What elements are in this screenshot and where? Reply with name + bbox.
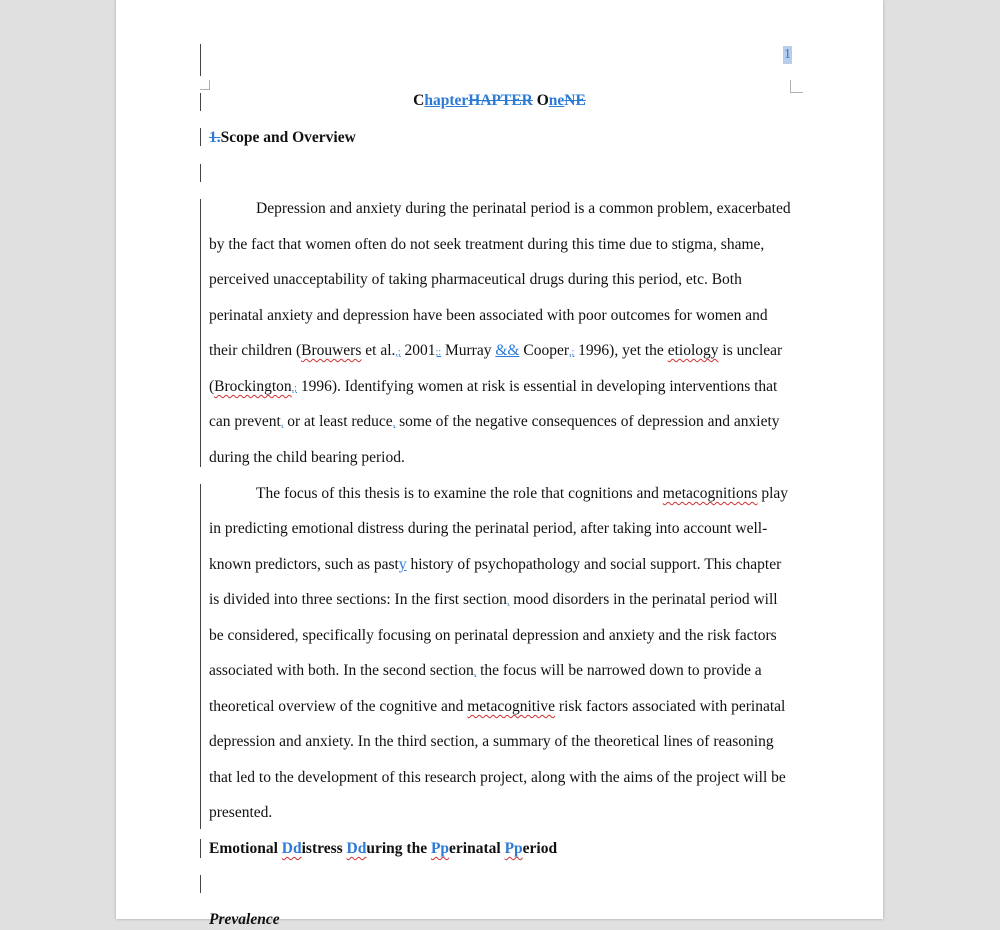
paragraph-line: depression and anxiety. In the third section, a summary of the theoretical lines of reasoning (209, 733, 774, 750)
change-bar (200, 484, 201, 829)
paragraph-line: The focus of this thesis is to examine the role that cognitions and metacognitions play (256, 485, 789, 502)
section-heading-scope: 1.Scope and Overview (209, 129, 356, 146)
section-heading-emotional-distress: Emotional Ddistress Dduring the Pperinatal Pperiod (209, 840, 558, 857)
change-bar (200, 128, 201, 146)
paragraph-line: perceived unacceptability of taking pharmaceutical drugs during this period, etc. Both (209, 271, 742, 288)
chapter-title: ChapterHAPTER OneNE (413, 92, 586, 109)
paragraph-line: during the child bearing period. (209, 449, 405, 466)
paragraph-line: that led to the development of this research project, along with the aims of the project will be (209, 769, 786, 786)
change-bar (200, 44, 201, 76)
paragraph-line: Depression and anxiety during the perinatal period is a common problem, exacerbated (256, 200, 791, 217)
paragraph-line: can prevent, or at least reduce, some of the negative consequences of depression and anxiety (209, 413, 780, 430)
paragraph-line: by the fact that women often do not seek treatment during this time due to stigma, shame, (209, 236, 765, 253)
page-number: 1 (784, 47, 791, 62)
paragraph-line: (Brockington,; 1996). Identifying women at risk is essential in developing interventions that (209, 378, 778, 395)
paragraph-line: perinatal anxiety and depression have been associated with poor outcomes for women and (209, 307, 768, 324)
paragraph-line: be considered, specifically focusing on perinatal depression and anxiety and the risk factors (209, 627, 777, 644)
paragraph-line: associated with both. In the second section, the focus will be narrowed down to provide a (209, 662, 762, 679)
change-bar (200, 839, 201, 858)
margin-corner-left (200, 80, 210, 90)
change-bar (200, 875, 201, 893)
paragraph-line: known predictors, such as pasty history of psychopathology and social support. This chapter (209, 556, 782, 573)
paragraph-line: theoretical overview of the cognitive and metacognitive risk factors associated with perinatal (209, 698, 786, 715)
paragraph-line: in predicting emotional distress during the perinatal period, after taking into account well- (209, 520, 768, 537)
change-bar (200, 164, 201, 182)
document-page (116, 0, 883, 928)
paragraph-line: presented. (209, 804, 273, 821)
change-bar (200, 199, 201, 467)
paragraph-line: their children (Brouwers et al.,; 2001;: Murray && Cooper,; 1996), yet the etiology is unclear (209, 342, 783, 359)
section-heading-prevalence: Prevalence (209, 911, 280, 928)
paragraph-line: is divided into three sections: In the first section, mood disorders in the perinatal period will (209, 591, 778, 608)
